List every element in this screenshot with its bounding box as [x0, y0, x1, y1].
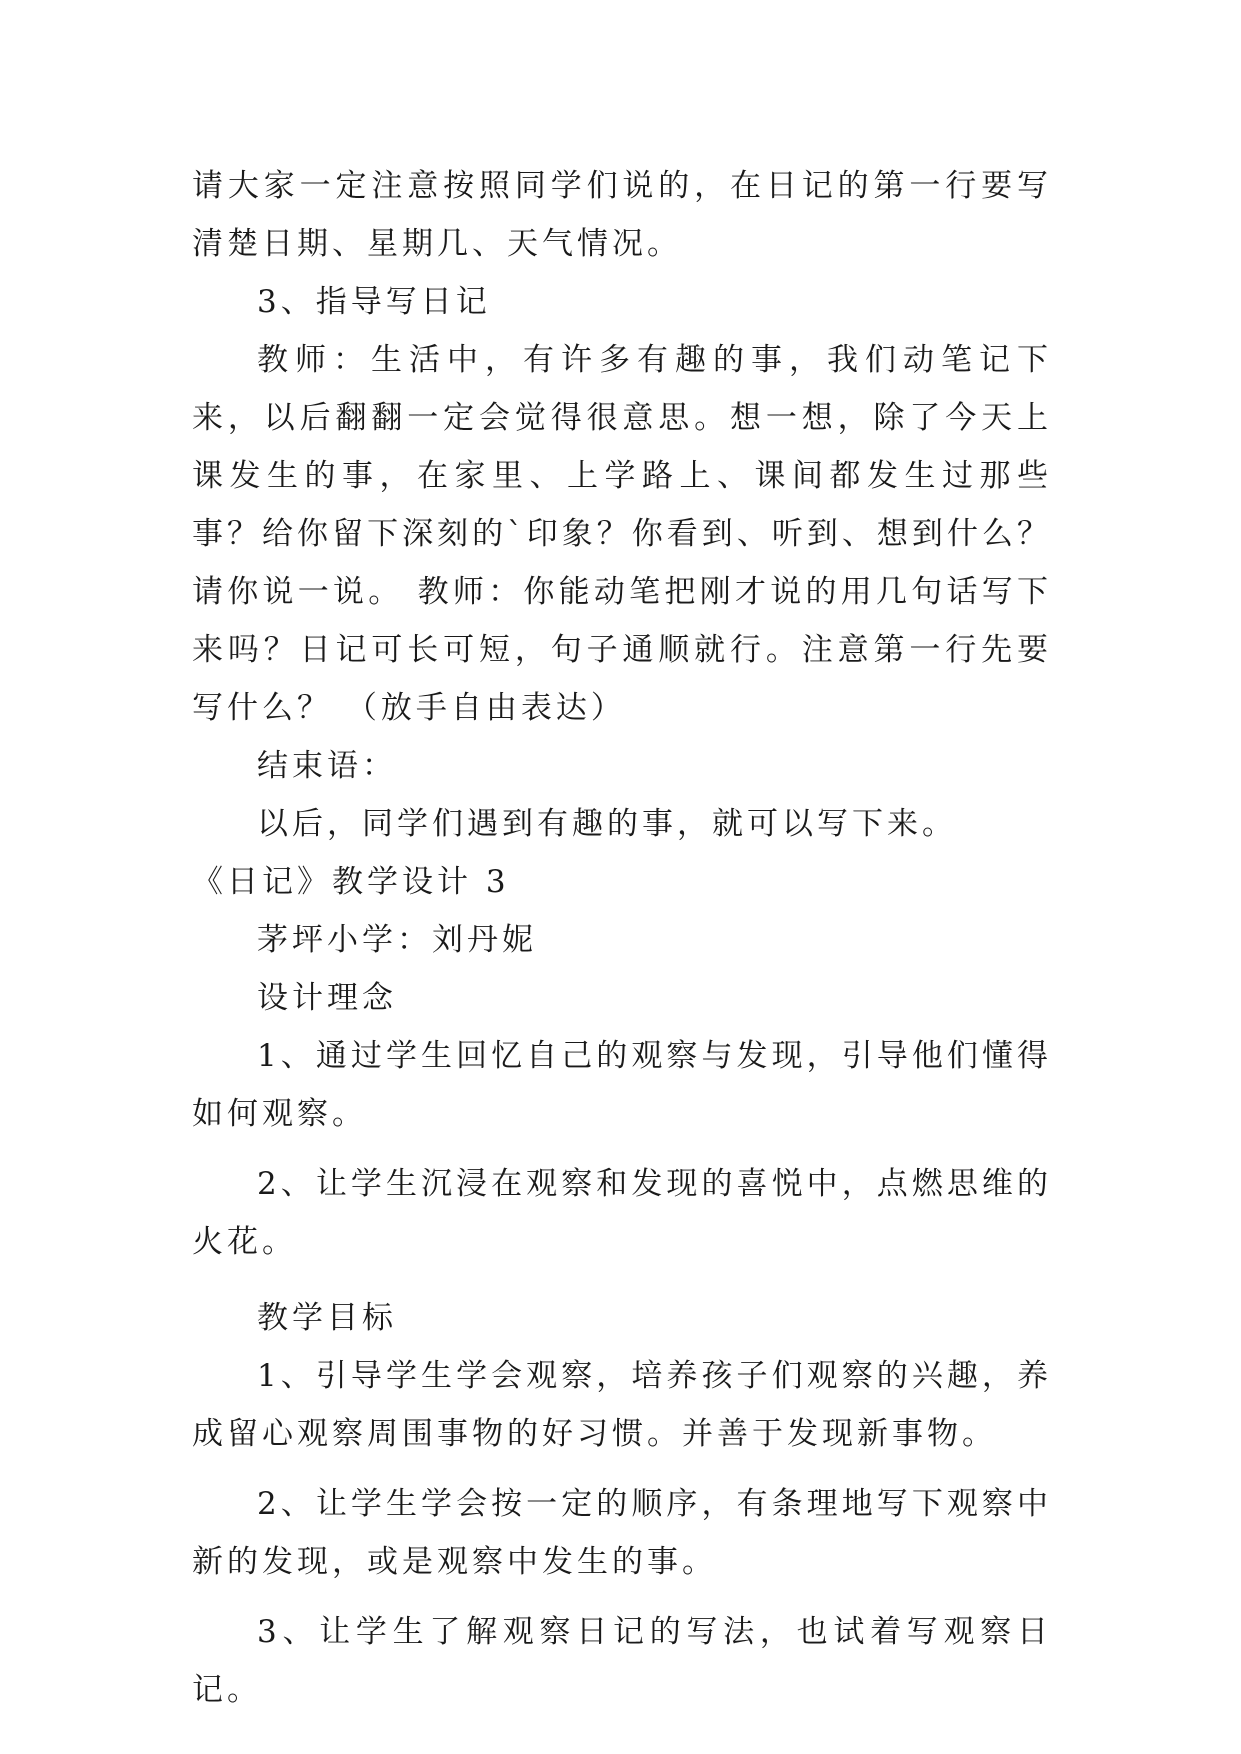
paragraph-objectives-heading: 教学目标: [257, 1300, 397, 1336]
paragraph-step-3-heading: 3、指导写日记: [257, 284, 491, 320]
paragraph-date-instruction: 请大家一定注意按照同学们说的，在日记的第一行要写清楚日期、星期几、天气情况。: [192, 168, 1052, 262]
paragraph-objective-3: 3、让学生了解观察日记的写法，也试着写观察日记。: [192, 1614, 1052, 1708]
paragraph-concept-2: 2、让学生沉浸在观察和发现的喜悦中，点燃思维的火花。: [192, 1166, 1052, 1260]
paragraph-objective-2: 2、让学生学会按一定的顺序，有条理地写下观察中新的发现，或是观察中发生的事。: [192, 1486, 1052, 1580]
paragraph-teacher-guidance: 教师：生活中，有许多有趣的事，我们动笔记下来，以后翻翻一定会觉得很意思。想一想，除了今天上课发生的事，在家里、上学路上、课间都发生过那些事？给你留下深刻的`印象？你看到、听到、想到什么？请你说一说。 教师：你能动笔把刚才说的用几句话写下来吗？日记可长可短，句子通顺就行。注意第一行先要写什么？ （放手自由表达）: [192, 342, 1052, 726]
section-title: 《日记》教学设计 3: [192, 864, 510, 900]
document-body: [192, 157, 1052, 1719]
paragraph-author: 茅坪小学：刘丹妮: [257, 922, 537, 958]
paragraph-design-concept-heading: 设计理念: [257, 980, 397, 1016]
paragraph-closing-heading: 结束语：: [257, 748, 397, 784]
paragraph-concept-1: 1、通过学生回忆自己的观察与发现，引导他们懂得如何观察。: [192, 1038, 1052, 1132]
paragraph-objective-1: 1、引导学生学会观察，培养孩子们观察的兴趣，养成留心观察周围事物的好习惯。并善于发现新事物。: [192, 1358, 1052, 1452]
paragraph-closing-text: 以后，同学们遇到有趣的事，就可以写下来。: [257, 806, 957, 842]
